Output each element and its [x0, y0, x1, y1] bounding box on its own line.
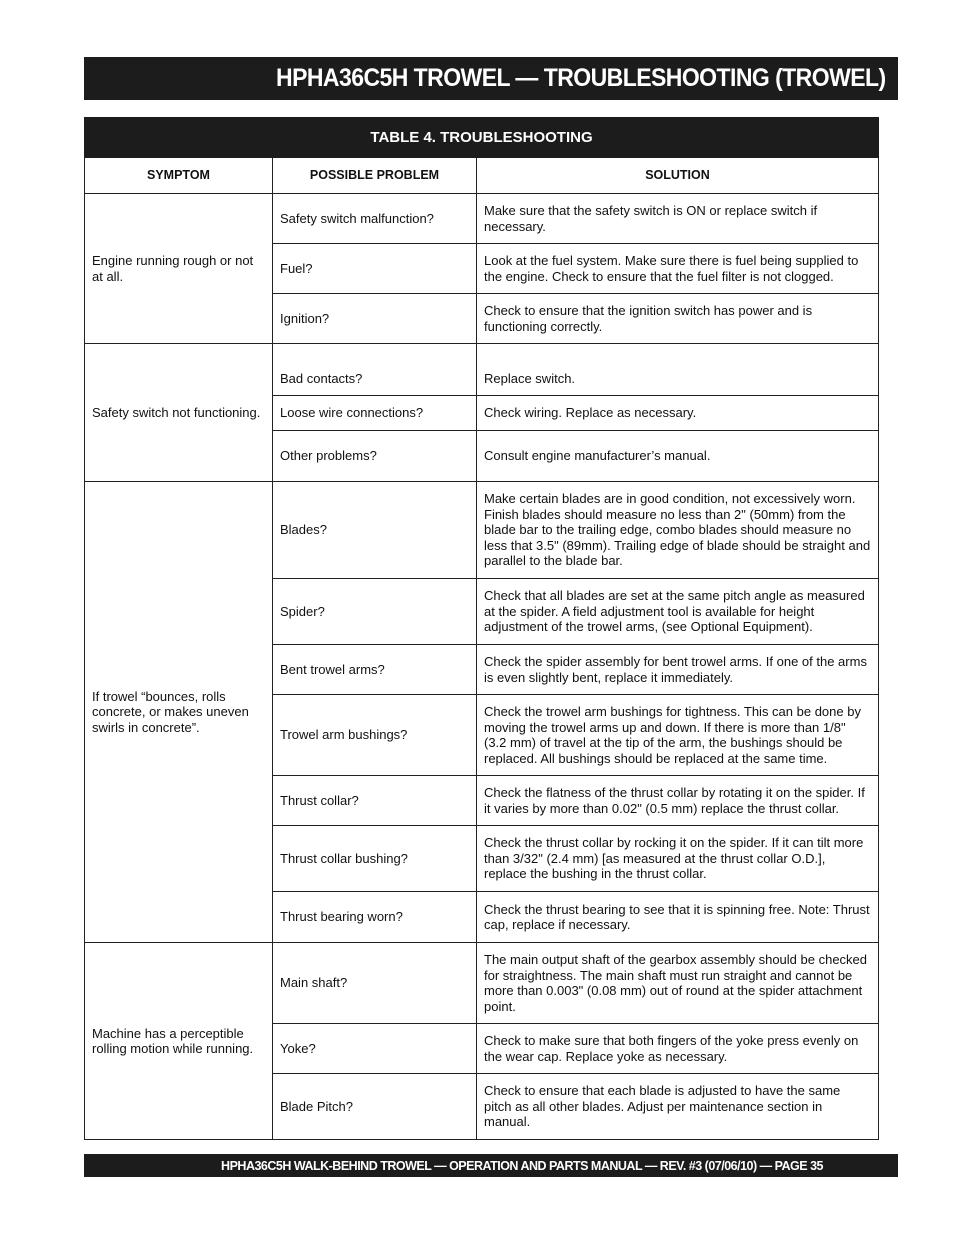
- page-title: HPHA36C5H TROWEL — TROUBLESHOOTING (TROWEL): [276, 64, 886, 92]
- solution-cell: Check the trowel arm bushings for tightness. This can be done by moving the trowel arms up and down. If there is more than 1/8" (3.2 mm) of travel at the tip of the arm, the bushings should be replaced. All bushings should be replaced at the same time.: [477, 695, 879, 776]
- column-header-possible-problem: POSSIBLE PROBLEM: [273, 158, 477, 194]
- solution-cell: The main output shaft of the gearbox assembly should be checked for straightness. The main shaft must run straight and cannot be more than 0.003" (0.08 mm) out of round at the spider attachment point.: [477, 943, 879, 1024]
- problem-cell: Trowel arm bushings?: [273, 695, 477, 776]
- table-caption: TABLE 4. TROUBLESHOOTING: [85, 118, 879, 158]
- problem-cell: Thrust bearing worn?: [273, 892, 477, 943]
- problem-cell: Yoke?: [273, 1024, 477, 1074]
- solution-cell: Replace switch.: [477, 344, 879, 396]
- table-row: [85, 943, 879, 1024]
- solution-cell: Make sure that the safety switch is ON or replace switch if necessary.: [477, 194, 879, 244]
- problem-cell: Bad contacts?: [273, 344, 477, 396]
- symptom-cell: Safety switch not functioning.: [85, 344, 273, 482]
- table-row: [85, 194, 879, 244]
- column-header-symptom: SYMPTOM: [85, 158, 273, 194]
- problem-cell: Thrust collar?: [273, 776, 477, 826]
- table-row: [85, 344, 879, 396]
- problem-cell: Bent trowel arms?: [273, 645, 477, 695]
- solution-cell: Make certain blades are in good condition, not excessively worn. Finish blades should measure no less than 2" (50mm) from the blade bar to the trailing edge, combo blades should measure no less that 3.5" (89mm). Trailing edge of blade should be straight and parallel to the blade bar.: [477, 482, 879, 579]
- page-title-bar: [84, 57, 898, 100]
- solution-cell: Check to ensure that the ignition switch has power and is functioning correctly.: [477, 294, 879, 344]
- troubleshooting-table: [84, 117, 879, 1140]
- solution-cell: Check that all blades are set at the same pitch angle as measured at the spider. A field adjustment tool is available for height adjustment of the trowel arms, (see Optional Equipment).: [477, 579, 879, 645]
- solution-cell: Check the thrust collar by rocking it on the spider. If it can tilt more than 3/32" (2.4 mm) [as measured at the thrust collar O.D.], replace the bushing in the thrust collar.: [477, 826, 879, 892]
- solution-cell: Consult engine manufacturer’s manual.: [477, 431, 879, 482]
- solution-cell: Check the thrust bearing to see that it is spinning free. Note: Thrust cap, replace if necessary.: [477, 892, 879, 943]
- solution-cell: Check wiring. Replace as necessary.: [477, 396, 879, 431]
- problem-cell: Spider?: [273, 579, 477, 645]
- problem-cell: Thrust collar bushing?: [273, 826, 477, 892]
- page-footer-bar: [84, 1154, 898, 1177]
- problem-cell: Blades?: [273, 482, 477, 579]
- solution-cell: Check the flatness of the thrust collar by rotating it on the spider. If it varies by more than 0.02" (0.5 mm) replace the thrust collar.: [477, 776, 879, 826]
- solution-cell: Look at the fuel system. Make sure there is fuel being supplied to the engine. Check to ensure that the fuel filter is not clogged.: [477, 244, 879, 294]
- problem-cell: Fuel?: [273, 244, 477, 294]
- solution-cell: Check the spider assembly for bent trowel arms. If one of the arms is even slightly bent, replace it immediately.: [477, 645, 879, 695]
- solution-cell: Check to make sure that both fingers of the yoke press evenly on the wear cap. Replace yoke as necessary.: [477, 1024, 879, 1074]
- problem-cell: Main shaft?: [273, 943, 477, 1024]
- page-footer: HPHA36C5H WALK-BEHIND TROWEL — OPERATION AND PARTS MANUAL — REV. #3 (07/06/10) — PAGE 35: [221, 1158, 823, 1173]
- symptom-cell: If trowel “bounces, rolls concrete, or makes uneven swirls in concrete”.: [85, 482, 273, 943]
- column-header-solution: SOLUTION: [477, 158, 879, 194]
- solution-cell: Check to ensure that each blade is adjusted to have the same pitch as all other blades. Adjust per maintenance section in manual.: [477, 1074, 879, 1140]
- problem-cell: Ignition?: [273, 294, 477, 344]
- problem-cell: Loose wire connections?: [273, 396, 477, 431]
- problem-cell: Other problems?: [273, 431, 477, 482]
- symptom-cell: Machine has a perceptible rolling motion while running.: [85, 943, 273, 1140]
- problem-cell: Safety switch malfunction?: [273, 194, 477, 244]
- symptom-cell: Engine running rough or not at all.: [85, 194, 273, 344]
- problem-cell: Blade Pitch?: [273, 1074, 477, 1140]
- table-row: [85, 482, 879, 579]
